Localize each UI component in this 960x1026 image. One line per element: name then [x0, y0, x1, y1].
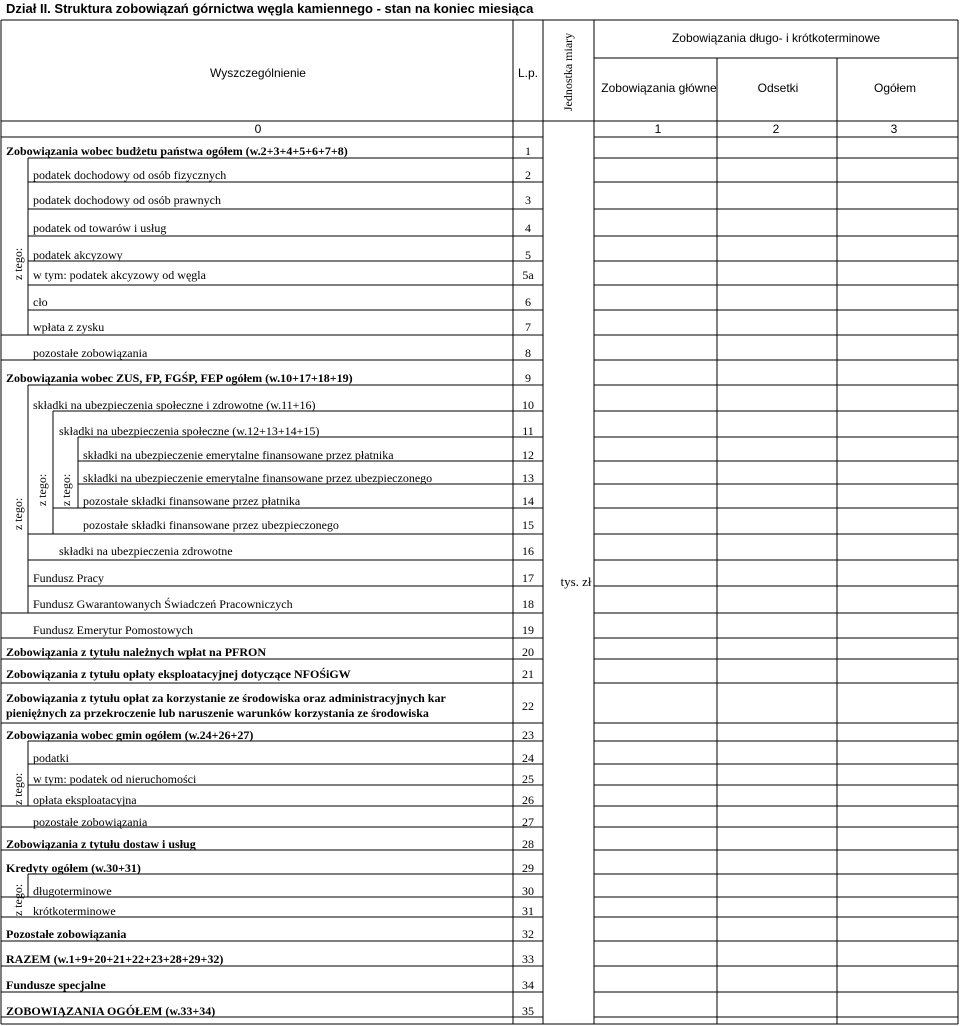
row-label: pozostałe składki finansowane przez ubezpieczonego: [83, 518, 339, 532]
header-num-0: 0: [254, 122, 262, 136]
row-lp: 13: [522, 471, 534, 485]
row-lp: 15: [522, 518, 534, 532]
ztego-label-spoleczne: z tego:: [59, 473, 73, 507]
row-label: podatek akcyzowy: [33, 248, 123, 262]
row-lp: 26: [522, 793, 534, 807]
header-jednostka: Jednostka miary: [561, 32, 575, 112]
row-lp: 19: [522, 623, 534, 637]
row-label: opłata eksploatacyjna: [33, 793, 137, 807]
header-num-2: 2: [772, 122, 780, 136]
row-label: Zobowiązania wobec gmin ogółem (w.24+26+27): [6, 728, 254, 742]
row-lp: 28: [522, 837, 534, 851]
row-label: składki na ubezpieczenie emerytalne finansowane przez ubezpieczonego: [83, 471, 433, 485]
row-label: podatek od towarów i usług: [33, 221, 167, 235]
row-label: w tym: podatek od nieruchomości: [33, 772, 197, 786]
row-label: podatek dochodowy od osób prawnych: [33, 193, 221, 207]
ztego-label-kredyty: z tego:: [11, 883, 25, 917]
header-lp: L.p.: [517, 66, 539, 80]
row-lp: 6: [525, 295, 531, 309]
row-lp: 10: [522, 398, 534, 412]
row-lp: 4: [525, 221, 531, 235]
row-lp: 8: [525, 346, 531, 360]
row-label: Pozostałe zobowiązania: [6, 927, 127, 941]
ztego-label-zus: z tego:: [11, 497, 25, 531]
row-label: Zobowiązania z tytułu należnych wpłat na PFRON: [6, 645, 267, 659]
row-label: Zobowiązania wobec ZUS, FP, FGŚP, FEP ogółem (w.10+17+18+19): [6, 371, 353, 385]
row-label: w tym: podatek akcyzowy od węgla: [33, 268, 206, 282]
row-lp: 25: [522, 772, 534, 786]
row-label: podatki: [33, 751, 69, 765]
row-label: Zobowiązania wobec budżetu państwa ogółem (w.2+3+4+5+6+7+8): [6, 144, 348, 158]
row-lp: 31: [522, 904, 534, 918]
row-label: podatek dochodowy od osób fizycznych: [33, 168, 227, 182]
row-lp: 22: [522, 699, 534, 713]
row-lp: 33: [522, 952, 534, 966]
row-lp: 7: [525, 320, 531, 334]
row-label: cło: [33, 295, 48, 309]
ztego-label-skladki: z tego:: [35, 473, 49, 507]
unit-label: tys. zł: [560, 574, 592, 589]
row-lp: 34: [522, 978, 534, 992]
row-label: Fundusz Emerytur Pomostowych: [33, 623, 193, 637]
row-label: Kredyty ogółem (w.30+31): [6, 861, 141, 875]
row-label: składki na ubezpieczenia społeczne (w.12+13+14+15): [59, 424, 320, 438]
header-num-3: 3: [890, 122, 898, 136]
row-label: ZOBOWIĄZANIA OGÓŁEM (w.33+34): [6, 1004, 216, 1018]
row-label: RAZEM (w.1+9+20+21+22+23+28+29+32): [6, 952, 224, 966]
row-lp: 1: [525, 144, 531, 158]
row-lp: 30: [522, 884, 534, 898]
row-lp: 21: [522, 667, 534, 681]
row-label: Zobowiązania z tytułu opłaty eksploatacyjnej dotyczące NFOŚiGW: [6, 667, 351, 681]
row-label: wpłata z zysku: [33, 320, 105, 334]
header-col-ogolem: Ogółem: [873, 81, 917, 95]
row-label: składki na ubezpieczenia społeczne i zdrowotne (w.11+16): [33, 398, 316, 412]
row-lp: 18: [522, 597, 534, 611]
row-lp: 24: [522, 751, 534, 765]
row-label: składki na ubezpieczenia zdrowotne: [59, 544, 233, 558]
row-label: krótkoterminowe: [33, 904, 116, 918]
row-label: składki na ubezpieczenie emerytalne finansowane przez płatnika: [83, 448, 394, 462]
row-label: Fundusze specjalne: [6, 978, 106, 992]
row-label: Zobowiązania z tytułu dostaw i usług: [6, 837, 196, 851]
row-lp: 17: [522, 571, 534, 585]
row-lp: 32: [522, 927, 534, 941]
row-label: pozostałe składki finansowane przez płatnika: [83, 494, 301, 508]
row-lp: 12: [522, 448, 534, 462]
row-label: Fundusz Gwarantowanych Świadczeń Pracowniczych: [33, 597, 293, 611]
page-title: Dział II. Struktura zobowiązań górnictwa węgla kamiennego - stan na koniec miesiąca: [6, 1, 534, 16]
row-label: pozostałe zobowiązania: [33, 346, 148, 360]
header-wyszczegolnienie: Wyszczególnienie: [210, 66, 306, 80]
row-lp: 9: [525, 371, 531, 385]
row-lp: 2: [525, 168, 531, 182]
row-lp: 29: [522, 861, 534, 875]
ztego-label-budzet: z tego:: [11, 247, 25, 281]
row-lp: 5: [525, 248, 531, 262]
row-lp: 16: [522, 544, 534, 558]
row-lp: 5a: [522, 268, 534, 282]
row-lp: 35: [522, 1004, 534, 1018]
row-lp: 3: [525, 193, 531, 207]
row-lp: 27: [522, 815, 534, 829]
header-col-odsetki: Odsetki: [757, 81, 799, 95]
header-group: Zobowiązania długo- i krótkoterminowe: [671, 31, 881, 45]
row-lp: 20: [522, 645, 534, 659]
row-lp: 23: [522, 728, 534, 742]
header-num-1: 1: [654, 122, 662, 136]
row-label: Zobowiązania z tytułu opłat za korzystanie ze środowiska oraz administracyjnych kar pieniężnych za przekroczenie lub naruszenie warunków korzystania ze środowiska: [6, 691, 446, 720]
row-label: długoterminowe: [33, 884, 112, 898]
row-label: Fundusz Pracy: [33, 571, 104, 585]
row-lp: 11: [522, 424, 534, 438]
header-col-glowne: Zobowiązania główne: [601, 81, 717, 95]
ztego-label-gminy: z tego:: [11, 772, 25, 806]
row-label: pozostałe zobowiązania: [33, 815, 148, 829]
row-lp: 14: [522, 494, 534, 508]
